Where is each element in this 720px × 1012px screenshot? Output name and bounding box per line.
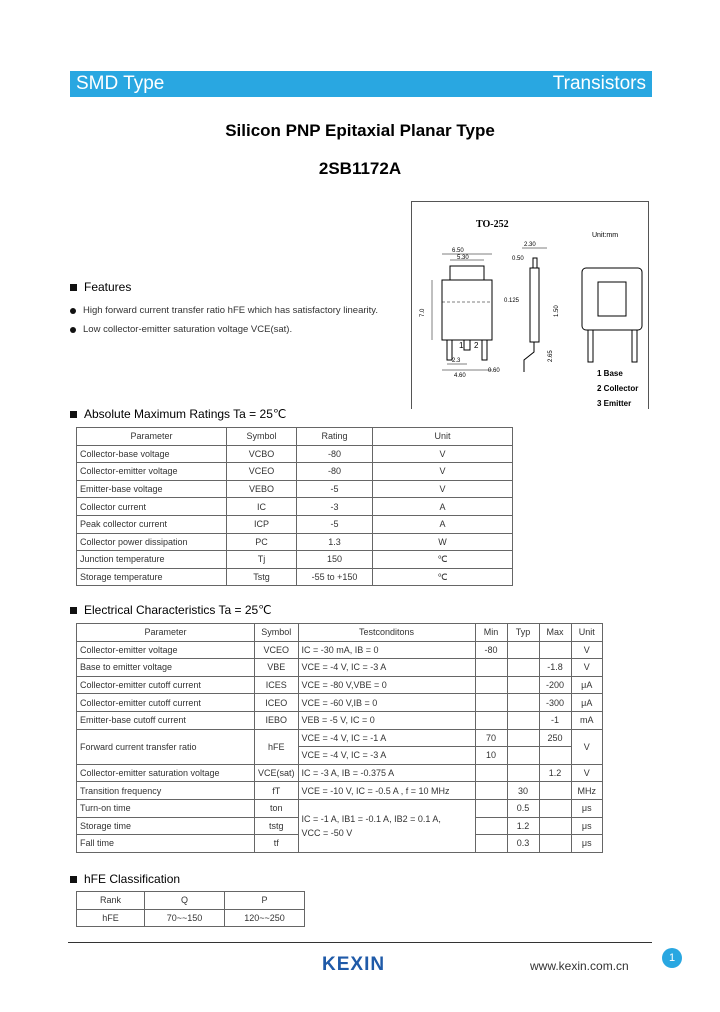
- table-cell: W: [373, 533, 513, 551]
- table-cell: ton: [255, 799, 299, 817]
- table-cell: [507, 764, 539, 782]
- table-cell: 30: [507, 782, 539, 800]
- col-header: Unit: [373, 428, 513, 446]
- table-cell: VCE = -4 V, IC = -3 A: [298, 747, 475, 765]
- header-bar: [70, 71, 652, 97]
- table-cell: [507, 729, 539, 747]
- col-header: Symbol: [255, 624, 299, 642]
- table-cell: Collector power dissipation: [77, 533, 227, 551]
- table-cell: VCE = -10 V, IC = -0.5 A , f = 10 MHz: [298, 782, 475, 800]
- table-cell: Emitter-base voltage: [77, 480, 227, 498]
- package-outline-svg: [412, 202, 650, 410]
- table-cell: VCE = -4 V, IC = -1 A: [298, 729, 475, 747]
- table-cell: [507, 659, 539, 677]
- table-cell: IC = -1 A, IB1 = -0.1 A, IB2 = 0.1 A, VCC = -50 V: [298, 799, 475, 852]
- kexin-logo: KEXIN: [322, 954, 386, 975]
- table-cell: VCEO: [227, 463, 297, 481]
- table-cell: [539, 641, 571, 659]
- elec-char-table: [76, 623, 603, 853]
- table-cell: [507, 676, 539, 694]
- table-cell: V: [571, 764, 602, 782]
- table-cell: Peak collector current: [77, 515, 227, 533]
- pin-label: 1: [459, 341, 464, 350]
- table-header-row: [77, 892, 305, 910]
- table-cell: -1: [539, 711, 571, 729]
- table-cell: V: [373, 445, 513, 463]
- table-cell: [539, 799, 571, 817]
- table-cell: -80: [297, 463, 373, 481]
- table-cell: -80: [475, 641, 507, 659]
- table-cell: VCBO: [227, 445, 297, 463]
- table-cell: [507, 711, 539, 729]
- table-header-row: [77, 624, 603, 642]
- dim-label: 6.50: [452, 248, 464, 254]
- table-cell: [475, 764, 507, 782]
- col-header: Symbol: [227, 428, 297, 446]
- table-cell: 120~~250: [225, 909, 305, 927]
- table-cell: Junction temperature: [77, 551, 227, 569]
- table-cell: [507, 641, 539, 659]
- col-header: Rating: [297, 428, 373, 446]
- table-header-row: [77, 428, 513, 446]
- dim-label: 5.30: [457, 255, 469, 261]
- abs-max-heading-text: Absolute Maximum Ratings Ta = 25℃: [84, 407, 287, 421]
- table-row: [77, 463, 513, 481]
- col-header: Parameter: [77, 428, 227, 446]
- features-list: [70, 301, 378, 339]
- footer-divider: [68, 942, 652, 943]
- col-header: Testconditons: [298, 624, 475, 642]
- table-cell: Collector-emitter saturation voltage: [77, 764, 255, 782]
- dim-label: 7.0: [420, 308, 426, 317]
- col-header: Q: [145, 892, 225, 910]
- table-cell: VCE(sat): [255, 764, 299, 782]
- page-number: 1: [662, 948, 682, 968]
- table-cell: Collector-base voltage: [77, 445, 227, 463]
- bullet-square-icon: [70, 876, 77, 883]
- dim-label: 0.125: [504, 298, 520, 304]
- table-cell: V: [571, 729, 602, 764]
- table-cell: hFE: [77, 909, 145, 927]
- col-header: P: [225, 892, 305, 910]
- hfe-heading: [70, 872, 180, 886]
- table-cell: 70: [475, 729, 507, 747]
- table-cell: Collector current: [77, 498, 227, 516]
- table-cell: -300: [539, 694, 571, 712]
- dim-label: 4.60: [454, 373, 466, 379]
- table-cell: VEBO: [227, 480, 297, 498]
- table-cell: A: [373, 498, 513, 516]
- dim-label: 2.3: [452, 358, 461, 364]
- table-cell: -80: [297, 445, 373, 463]
- table-cell: [539, 782, 571, 800]
- part-number: 2SB1172A: [318, 159, 402, 178]
- table-cell: [507, 694, 539, 712]
- table-cell: [475, 782, 507, 800]
- table-cell: VCE = -4 V, IC = -3 A: [298, 659, 475, 677]
- table-cell: Storage temperature: [77, 568, 227, 586]
- col-header: Rank: [77, 892, 145, 910]
- table-cell: Transition frequency: [77, 782, 255, 800]
- table-cell: 0.5: [507, 799, 539, 817]
- dim-label: 2.30: [524, 242, 536, 248]
- table-cell: μA: [571, 694, 602, 712]
- col-header: Parameter: [77, 624, 255, 642]
- table-cell: ICES: [255, 676, 299, 694]
- table-row: [77, 533, 513, 551]
- col-header: Typ: [507, 624, 539, 642]
- feature-item: High forward current transfer ratio hFE which has satisfactory linearity.: [70, 301, 378, 320]
- table-cell: tstg: [255, 817, 299, 835]
- table-row: [77, 498, 513, 516]
- table-row: [77, 568, 513, 586]
- table-cell: VCEO: [255, 641, 299, 659]
- table-cell: [539, 747, 571, 765]
- table-cell: mA: [571, 711, 602, 729]
- table-cell: V: [373, 480, 513, 498]
- features-heading-text: Features: [84, 280, 132, 294]
- table-cell: Collector-emitter voltage: [77, 463, 227, 481]
- bullet-dot-icon: [70, 308, 76, 314]
- dim-label: 1.50: [554, 305, 560, 317]
- table-cell: [507, 747, 539, 765]
- table-cell: [475, 711, 507, 729]
- table-cell: -5: [297, 515, 373, 533]
- bullet-dot-icon: [70, 327, 76, 333]
- col-header: Max: [539, 624, 571, 642]
- pin-legend: 2 Collector: [597, 384, 639, 393]
- features-heading: [70, 280, 131, 294]
- table-cell: [539, 835, 571, 853]
- col-header: Unit: [571, 624, 602, 642]
- table-row: [77, 641, 603, 659]
- pin-legend: 1 Base: [597, 369, 623, 378]
- pin-legend: 3 Emitter: [597, 399, 632, 408]
- table-cell: IEBO: [255, 711, 299, 729]
- table-cell: V: [373, 463, 513, 481]
- table-row: [77, 909, 305, 927]
- table-cell: -3: [297, 498, 373, 516]
- table-cell: VEB = -5 V, IC = 0: [298, 711, 475, 729]
- table-cell: μA: [571, 676, 602, 694]
- table-row: [77, 694, 603, 712]
- table-row: [77, 799, 603, 817]
- table-row: [77, 659, 603, 677]
- table-cell: [475, 659, 507, 677]
- table-cell: [539, 817, 571, 835]
- feature-item: Low collector-emitter saturation voltage VCE(sat).: [70, 320, 378, 339]
- bullet-square-icon: [70, 607, 77, 614]
- table-cell: -5: [297, 480, 373, 498]
- table-cell: -55 to +150: [297, 568, 373, 586]
- table-row: [77, 676, 603, 694]
- table-cell: ICP: [227, 515, 297, 533]
- table-cell: A: [373, 515, 513, 533]
- table-cell: Turn-on time: [77, 799, 255, 817]
- table-row: [77, 480, 513, 498]
- table-cell: 10: [475, 747, 507, 765]
- table-cell: 250: [539, 729, 571, 747]
- table-cell: V: [571, 659, 602, 677]
- table-cell: [475, 676, 507, 694]
- table-row: [77, 764, 603, 782]
- abs-max-heading: [70, 407, 286, 421]
- table-cell: fT: [255, 782, 299, 800]
- abs-max-table: [76, 427, 513, 586]
- table-cell: VBE: [255, 659, 299, 677]
- table-row: [77, 515, 513, 533]
- table-row: [77, 711, 603, 729]
- table-cell: IC = -3 A, IB = -0.375 A: [298, 764, 475, 782]
- table-row: [77, 551, 513, 569]
- elec-heading-text: Electrical Characteristics Ta = 25℃: [84, 603, 272, 617]
- table-cell: μs: [571, 817, 602, 835]
- table-cell: 1.2: [539, 764, 571, 782]
- table-cell: [475, 817, 507, 835]
- table-cell: ICEO: [255, 694, 299, 712]
- table-cell: Base to emitter voltage: [77, 659, 255, 677]
- table-cell: [475, 835, 507, 853]
- table-cell: Collector-emitter cutoff current: [77, 694, 255, 712]
- table-cell: μs: [571, 799, 602, 817]
- hfe-class-table: [76, 891, 305, 927]
- table-cell: VCE = -60 V,IB = 0: [298, 694, 475, 712]
- table-cell: ℃: [373, 551, 513, 569]
- table-cell: ℃: [373, 568, 513, 586]
- table-cell: [475, 694, 507, 712]
- table-row: [77, 729, 603, 747]
- table-cell: VCE = -80 V,VBE = 0: [298, 676, 475, 694]
- dim-label: 0.60: [488, 368, 500, 374]
- table-cell: V: [571, 641, 602, 659]
- table-cell: -1.8: [539, 659, 571, 677]
- table-cell: μs: [571, 835, 602, 853]
- package-unit: Unit:mm: [592, 232, 619, 239]
- table-cell: Collector-emitter cutoff current: [77, 676, 255, 694]
- doc-title: Silicon PNP Epitaxial Planar Type: [225, 121, 495, 140]
- table-row: [77, 445, 513, 463]
- table-cell: 150: [297, 551, 373, 569]
- table-cell: Storage time: [77, 817, 255, 835]
- header-right: Transistors: [552, 73, 646, 94]
- table-cell: MHz: [571, 782, 602, 800]
- col-header: Min: [475, 624, 507, 642]
- table-cell: -200: [539, 676, 571, 694]
- elec-heading: [70, 603, 272, 617]
- table-row: [77, 782, 603, 800]
- table-cell: 1.3: [297, 533, 373, 551]
- table-cell: [475, 799, 507, 817]
- table-cell: Emitter-base cutoff current: [77, 711, 255, 729]
- table-cell: 1.2: [507, 817, 539, 835]
- table-cell: Fall time: [77, 835, 255, 853]
- table-cell: IC = -30 mA, IB = 0: [298, 641, 475, 659]
- bullet-square-icon: [70, 284, 77, 291]
- dim-label: 2.65: [548, 350, 554, 362]
- table-cell: PC: [227, 533, 297, 551]
- hfe-heading-text: hFE Classification: [84, 872, 181, 886]
- table-cell: 0.3: [507, 835, 539, 853]
- table-cell: IC: [227, 498, 297, 516]
- package-drawing: [411, 201, 649, 409]
- bullet-square-icon: [70, 411, 77, 418]
- dim-label: 0.50: [512, 256, 524, 262]
- header-left: SMD Type: [76, 73, 165, 94]
- table-cell: tf: [255, 835, 299, 853]
- table-cell: Tj: [227, 551, 297, 569]
- footer-url[interactable]: www.kexin.com.cn: [530, 959, 629, 973]
- table-cell: Collector-emitter voltage: [77, 641, 255, 659]
- table-cell: Tstg: [227, 568, 297, 586]
- table-cell: Forward current transfer ratio: [77, 729, 255, 764]
- table-cell: hFE: [255, 729, 299, 764]
- table-cell: 70~~150: [145, 909, 225, 927]
- pin-label: 2: [474, 341, 479, 350]
- package-name: TO-252: [476, 219, 509, 230]
